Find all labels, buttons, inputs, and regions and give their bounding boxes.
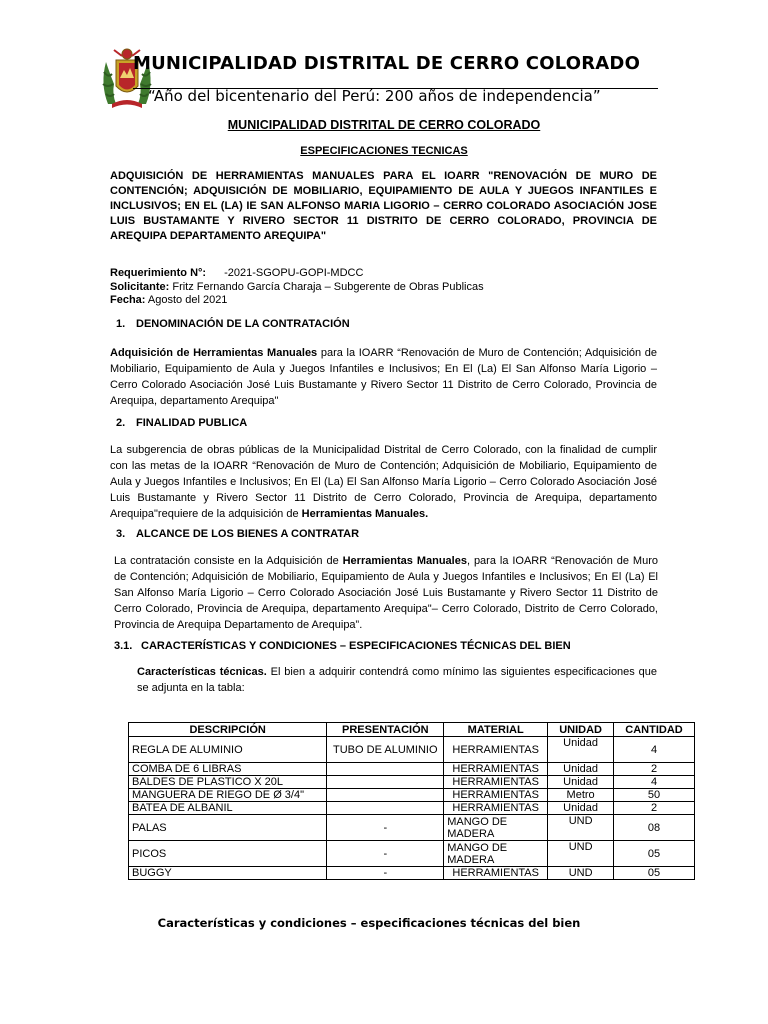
document-subject: ADQUISICIÓN DE HERRAMIENTAS MANUALES PARA EL IOARR "RENOVACIÓN DE MURO DE CONTENCIÓN; ADQUISICIÓN DE MOBILIARIO, EQUIPAMIENTO DE AULA Y JUEGOS INFANTILES E INCLUSIVOS; EN EL (LA) IE SAN ALFONSO MARIA LIGORIO – CERRO COLORADO ASOCIACIÓN JOSE LUIS BUSTAMANTE Y RIVERO SECTOR 11 DISTRITO DE CERRO COLORADO, PROVINCIA DE AREQUIPA DEPARTAMENTO AREQUIPA"	[110, 170, 657, 242]
section-3-heading	[116, 528, 359, 540]
header-description: DESCRIPCIÓN	[129, 723, 327, 737]
cell-presentation	[327, 776, 444, 789]
table-caption: Características y condiciones – especificaciones técnicas del bien	[157, 916, 581, 930]
cell-quantity: 05	[614, 841, 695, 867]
section-3-pre: La contratación consiste en la Adquisición de	[114, 555, 343, 567]
cell-unit: UND	[548, 815, 614, 841]
table-row	[129, 815, 695, 841]
header-presentation: PRESENTACIÓN	[327, 723, 444, 737]
table-row	[129, 867, 695, 880]
requirement-value: -2021-SGOPU-GOPI-MDCC	[224, 267, 364, 279]
cell-presentation	[327, 802, 444, 815]
cell-description: PICOS	[129, 841, 327, 867]
cell-description: BALDES DE PLASTICO X 20L	[129, 776, 327, 789]
document-subtitle: ESPECIFICACIONES TECNICAS	[300, 145, 468, 157]
cell-unit: UND	[548, 841, 614, 867]
section-1-text: para la IOARR “Renovación de Muro de Contención; Adquisición de Mobiliario, Equipamiento de Aula y Juegos Infantiles e Inclusivos; En El (La) El San Alfonso María Ligorio – Cerro Colorado Asociación José Luis Bustamante y Rivero Sector 11 Distrito de Cerro Colorado, Provincia de Arequipa, departamento Arequipa"	[110, 347, 658, 407]
cell-presentation: -	[327, 867, 444, 880]
header-unit: UNIDAD	[548, 723, 614, 737]
section-1-title: DENOMINACIÓN DE LA CONTRATACIÓN	[136, 318, 350, 330]
cell-material: HERRAMIENTAS	[444, 867, 548, 880]
section-3-1-bold: Características técnicas.	[137, 666, 267, 678]
section-3-1-number: 3.1.	[114, 640, 133, 652]
cell-material: HERRAMIENTAS	[444, 763, 548, 776]
cell-description: MANGUERA DE RIEGO DE Ø 3/4"	[129, 789, 327, 802]
table-row	[129, 776, 695, 789]
document-title: MUNICIPALIDAD DISTRITAL DE CERRO COLORADO	[227, 118, 541, 132]
header-title: MUNICIPALIDAD DISTRITAL DE CERRO COLORADO	[133, 53, 641, 74]
date-row	[110, 294, 670, 308]
section-3-bold: Herramientas Manuales	[342, 555, 467, 567]
section-1-paragraph	[110, 345, 657, 409]
cell-presentation: TUBO DE ALUMINIO	[327, 737, 444, 763]
requirement-label: Requerimiento N°:	[110, 267, 207, 279]
section-2-bold: Herramientas Manuales.	[301, 508, 429, 520]
section-3-title: ALCANCE DE LOS BIENES A CONTRATAR	[136, 528, 360, 540]
section-2-paragraph	[110, 442, 657, 522]
cell-quantity: 08	[614, 815, 695, 841]
cell-description: BATEA DE ALBANIL	[129, 802, 327, 815]
specifications-table-wrapper	[128, 722, 695, 880]
cell-quantity: 50	[614, 789, 695, 802]
section-3-text: , para la IOARR “Renovación de Muro de Contención; Adquisición de Mobiliario, Equipamiento de Aula y Juegos Infantiles e Inclusivos; En El (La) El San Alfonso María Ligorio – Cerro Colorado Asociación José Luis Bustamante y Rivero Sector 11 Distrito de Cerro Colorado, Provincia de Arequipa, departamento Arequipa"– Cerro Colorado, Distrito de Cerro Colorado, Provincia de Arequipa Departamento de Arequipa”.	[114, 555, 658, 631]
cell-unit: Unidad	[548, 763, 614, 776]
section-2-title: FINALIDAD PUBLICA	[136, 417, 248, 429]
cell-description: REGLA DE ALUMINIO	[129, 737, 327, 763]
section-1-heading	[116, 318, 350, 330]
section-3-paragraph	[114, 553, 658, 633]
cell-quantity: 2	[614, 763, 695, 776]
table-row	[129, 841, 695, 867]
cell-unit: Metro	[548, 789, 614, 802]
cell-quantity: 05	[614, 867, 695, 880]
cell-material: HERRAMIENTAS	[444, 802, 548, 815]
cell-quantity: 2	[614, 802, 695, 815]
cell-material: HERRAMIENTAS	[444, 776, 548, 789]
table-row	[129, 789, 695, 802]
date-value: Agosto del 2021	[145, 294, 228, 306]
section-2-text: La subgerencia de obras públicas de la Municipalidad Distrital de Cerro Colorado, con la finalidad de cumplir con las metas de la IOARR “Renovación de Muro de Contención; Adquisición de Mobiliario, Equipamiento de Aula y Juegos Infantiles e Inclusivos; En El (La) El San Alfonso María Ligorio – Cerro Colorado Asociación José Luis Bustamante y Rivero Sector 11 Distrito de Cerro Colorado, Provincia de Arequipa, departamento Arequipa"requiere de la adquisición de	[110, 444, 657, 520]
table-row	[129, 763, 695, 776]
section-1-bold: Adquisición de Herramientas Manuales	[110, 347, 318, 359]
cell-material: MANGO DE MADERA	[444, 841, 548, 867]
section-2-heading	[116, 417, 247, 429]
header-motto: “Año del bicentenario del Perú: 200 años de independencia”	[148, 87, 601, 105]
cell-presentation	[327, 763, 444, 776]
specifications-table	[128, 722, 695, 880]
cell-quantity: 4	[614, 776, 695, 789]
cell-unit: Unidad	[548, 802, 614, 815]
section-1-number: 1.	[116, 318, 126, 330]
requester-value: Fritz Fernando García Charaja – Subgerente de Obras Publicas	[169, 280, 484, 293]
section-3-1-paragraph	[137, 664, 657, 696]
table-header-row	[129, 723, 695, 737]
section-3-number: 3.	[116, 528, 126, 540]
cell-unit: UND	[548, 867, 614, 880]
date-label: Fecha:	[110, 294, 146, 306]
cell-description: BUGGY	[129, 867, 327, 880]
table-row	[129, 737, 695, 763]
cell-material: MANGO DE MADERA	[444, 815, 548, 841]
cell-quantity: 4	[614, 737, 695, 763]
header-material: MATERIAL	[444, 723, 548, 737]
cell-material: HERRAMIENTAS	[444, 737, 548, 763]
cell-presentation	[327, 789, 444, 802]
section-2-number: 2.	[116, 417, 126, 429]
table-row	[129, 802, 695, 815]
section-3-1-text: El bien a adquirir contendrá como mínimo las siguientes especificaciones que se adjunta en la tabla:	[137, 666, 657, 694]
cell-description: COMBA DE 6 LIBRAS	[129, 763, 327, 776]
requester-row	[110, 281, 670, 295]
cell-description: PALAS	[129, 815, 327, 841]
cell-unit: Unidad	[548, 776, 614, 789]
request-metadata	[110, 267, 670, 308]
header-quantity: CANTIDAD	[614, 723, 695, 737]
cell-presentation: -	[327, 841, 444, 867]
cell-presentation: -	[327, 815, 444, 841]
requirement-row	[110, 267, 670, 281]
section-3-1-heading	[114, 640, 571, 652]
cell-material: HERRAMIENTAS	[444, 789, 548, 802]
requester-label: Solicitante:	[110, 280, 170, 293]
cell-unit: Unidad	[548, 737, 614, 763]
section-3-1-title: CARACTERÍSTICAS Y CONDICIONES – ESPECIFICACIONES TÉCNICAS DEL BIEN	[141, 640, 571, 652]
